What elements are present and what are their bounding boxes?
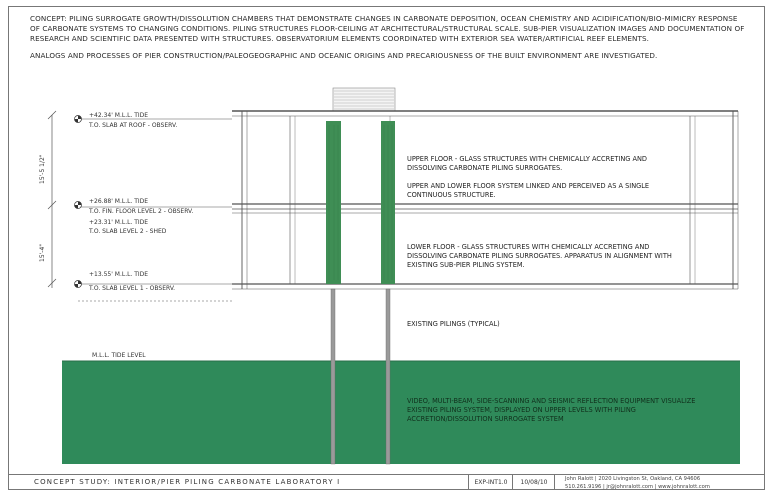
level2-shed-label: T.O. SLAB LEVEL 2 - SHED	[89, 228, 167, 235]
sheet-title: CONCEPT STUDY: INTERIOR/PIER PILING CARBONATE LABORATORY I	[34, 478, 341, 486]
level-marker-roof	[75, 116, 82, 123]
concept-paragraph-1: CONCEPT: PILING SURROGATE GROWTH/DISSOLUTION CHAMBERS THAT DEMONSTRATE CHANGES IN CARBONATE DEPOSITION, OCEAN CHEMISTRY AND ACIDIFICATION/BIO-MIMICRY RESPONSE OF CARBONATE SYSTEMS TO CHANGING CONDITIONS. PILING STRUCTURES FLOOR-CEILING AT ARCHITECTURAL/STRUCTURAL SCALE. SUB-PIER VISUALIZATION IMAGES AND DOCUMENTATION OF RESEARCH AND SCIENTIFIC DATA PRESENTED WITH STRUCTURES. OBSERVATORIUM ELEMENTS COORDINATED WITH EXTERIOR SEA WATER/ARTIFICIAL REEF ELEMENTS.	[30, 14, 745, 43]
dimension-upper: 15'-5 1/2"	[39, 154, 46, 184]
title-block-divider	[554, 474, 556, 490]
level-marker-l2	[75, 202, 82, 209]
linked-floors-note: UPPER AND LOWER FLOOR SYSTEM LINKED AND PERCEIVED AS A SINGLE CONTINUOUS STRUCTURE.	[407, 182, 650, 199]
existing-pilings-note: EXISTING PILINGS (TYPICAL)	[407, 320, 500, 328]
level2-tide-label: +26.88' M.L.L. TIDE	[89, 198, 149, 205]
level1-tide-label: +13.55' M.L.L. TIDE	[89, 271, 149, 278]
existing-piling-left	[331, 289, 335, 464]
dimension-line	[48, 111, 56, 288]
roof-slab-label: T.O. SLAB AT ROOF - OBSERV.	[89, 122, 178, 129]
dimension-lower: 15'-4"	[39, 243, 46, 262]
firm-address: John Ralott | 2020 Livingston St, Oakland, CA 94606	[565, 476, 701, 482]
video-equipment-note: VIDEO, MULTI-BEAM, SIDE-SCANNING AND SEISMIC REFLECTION EQUIPMENT VISUALIZE EXISTING PILING SYSTEM, DISPLAYED ON UPPER LEVELS WITH PILING ACCRETION/DISSOLUTION SURROGATE SYSTEM	[407, 397, 696, 423]
sheet-date: 10/08/10	[512, 474, 555, 490]
roof-tide-label: +42.34' M.L.L. TIDE	[89, 112, 149, 119]
sheet-number: EXP-INT1.0	[468, 474, 513, 490]
firm-info	[565, 474, 760, 491]
lower-floor-note: LOWER FLOOR - GLASS STRUCTURES WITH CHEMICALLY ACCRETING AND DISSOLVING CARBONATE PILING SURROGATES. APPARATUS IN ALIGNMENT WITH EXISTING SUB-PIER PILING SYSTEM.	[407, 243, 672, 269]
firm-contact: 510.261.9196 | jr@johnralott.com | www.johnralott.com	[565, 484, 710, 490]
roof-vent	[333, 88, 395, 111]
existing-piling-right	[386, 289, 390, 464]
level2-shed-tide-label: +23.31' M.L.L. TIDE	[89, 219, 149, 226]
level-marker-l1	[75, 281, 82, 288]
upper-floor-note: UPPER FLOOR - GLASS STRUCTURES WITH CHEMICALLY ACCRETING AND DISSOLVING CARBONATE PILING SURROGATES.	[407, 155, 648, 172]
level1-slab-label: T.O. SLAB LEVEL 1 - OBSERV.	[89, 285, 176, 292]
piling-surrogate-left	[326, 121, 341, 284]
tide-level-label: M.L.L. TIDE LEVEL	[92, 352, 146, 359]
level2-floor-label: T.O. FIN. FLOOR LEVEL 2 - OBSERV.	[89, 208, 194, 215]
concept-paragraph-2: ANALOGS AND PROCESSES OF PIER CONSTRUCTION/PALEOGEOGRAPHIC AND OCEANIC ORIGINS AND PRECARIOUSNESS OF THE BUILT ENVIRONMENT ARE INVESTIGATED.	[30, 51, 658, 60]
